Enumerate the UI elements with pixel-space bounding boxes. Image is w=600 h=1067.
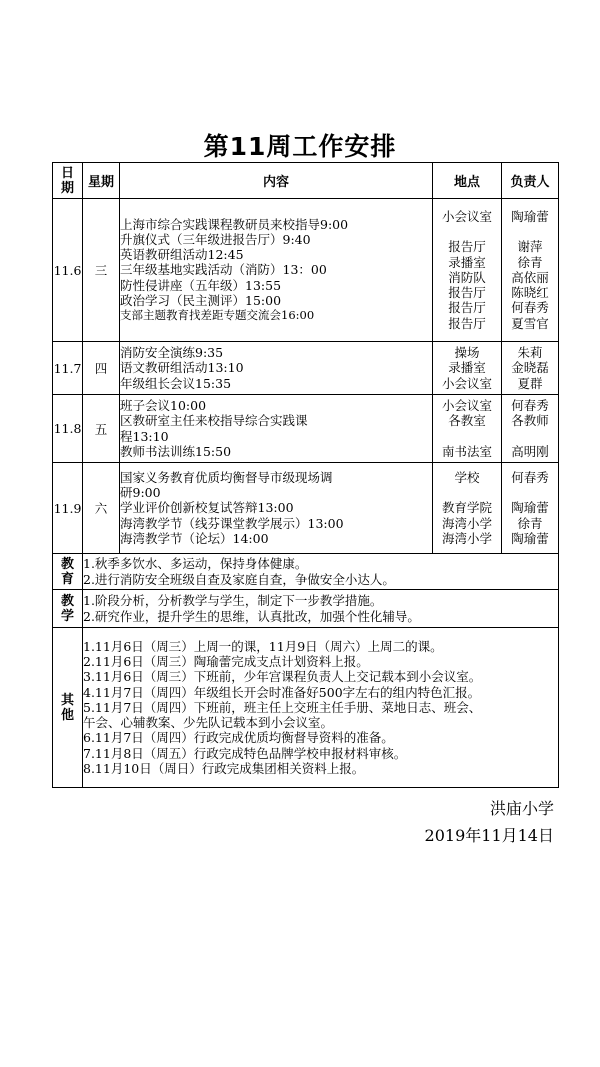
day-content <box>120 463 433 554</box>
other-line: 3.11月6日（周三）下班前，少年宫课程负责人上交记载本到小会议室。 <box>83 669 482 685</box>
place-line: 报告厅 <box>448 300 486 316</box>
place-line: 海湾小学 <box>441 530 492 546</box>
other-line: 8.11月10日（周日）行政完成集团相关资料上报。 <box>83 760 365 776</box>
person-line: 陈晓红 <box>511 285 549 301</box>
day-row-11-8 <box>53 395 559 463</box>
school-name: 洪庙小学 <box>489 799 554 818</box>
day-place <box>433 342 502 395</box>
content-line: 程13:10 <box>120 428 169 444</box>
place-line: 南书法室 <box>441 443 492 459</box>
person-line: 谢萍 <box>517 239 543 255</box>
day-content <box>120 199 433 342</box>
other-line: 午会、心辅教案、少先队记载本到小会议室。 <box>83 715 334 731</box>
day-date: 11.7 <box>53 342 83 395</box>
header-date: 日期 <box>53 163 83 199</box>
place-line: 教育学院 <box>441 500 492 516</box>
place-line: 操场 <box>454 345 480 361</box>
person-line: 何春秀 <box>511 398 549 414</box>
teaching-line: 1.阶段分析，分析教学与学生，制定下一步教学措施。 <box>83 593 383 609</box>
person-line: 金晓磊 <box>511 360 549 376</box>
other-line: 6.11月7日（周四）行政完成优质均衡督导资料的准备。 <box>83 730 394 746</box>
day-place <box>433 395 502 463</box>
day-place <box>433 463 502 554</box>
header-content: 内容 <box>120 163 433 199</box>
education-line: 2.进行消防安全班级自查及家庭自查，争做安全小达人。 <box>83 571 395 587</box>
place-line: 报告厅 <box>448 239 486 255</box>
content-line: 上海市综合实践课程教研员来校指导9:00 <box>120 216 349 232</box>
content-line: 三年级基地实践活动（消防）13：00 <box>120 262 327 278</box>
person-line: 各教师 <box>511 413 549 429</box>
teaching-line: 2.研究作业，提升学生的思维，认真批改，加强个性化辅导。 <box>83 608 420 624</box>
place-line: 小会议室 <box>441 209 492 225</box>
other-content <box>83 628 559 788</box>
place-line: 各教室 <box>448 413 486 429</box>
person-line: 徐青 <box>517 515 543 531</box>
day-person <box>502 395 559 463</box>
content-line: 升旗仪式（三年级进报告厅）9:40 <box>120 231 311 247</box>
place-line: 小会议室 <box>441 375 492 391</box>
person-line: 朱莉 <box>517 345 543 361</box>
header-person: 负责人 <box>502 163 559 199</box>
teaching-row <box>53 590 559 628</box>
person-line: 陶瑜蕾 <box>511 530 549 546</box>
person-line: 何春秀 <box>511 300 549 316</box>
content-line: 政治学习（民主测评）15:00 <box>120 292 282 308</box>
content-line: 支部主题教育找差距专题交流会16:00 <box>120 308 315 322</box>
education-label: 教 育 <box>53 554 83 590</box>
place-line: 海湾小学 <box>441 515 492 531</box>
place-line: 录播室 <box>448 254 486 270</box>
day-row-11-6 <box>53 199 559 342</box>
content-line: 班子会议10:00 <box>120 398 207 414</box>
content-line: 学业评价创新校复试答辩13:00 <box>120 500 294 516</box>
place-line: 消防队 <box>448 269 486 285</box>
day-content <box>120 395 433 463</box>
day-row-11-9 <box>53 463 559 554</box>
other-line: 7.11月8日（周五）行政完成特色品牌学校申报材料审核。 <box>83 745 407 761</box>
other-line: 1.11月6日（周三）上周一的课，11月9日（周六）上周二的课。 <box>83 639 443 655</box>
person-line: 陶瑜蕾 <box>511 500 549 516</box>
content-line: 海湾教学节（论坛）14:00 <box>120 530 269 546</box>
issue-date: 2019年11月14日 <box>424 826 554 845</box>
education-content <box>83 554 559 590</box>
person-line: 高依丽 <box>511 269 549 285</box>
day-date: 11.8 <box>53 395 83 463</box>
page-title: 第11周工作安排 <box>203 132 397 161</box>
place-line: 报告厅 <box>448 315 486 331</box>
person-line: 高明刚 <box>511 443 549 459</box>
day-content <box>120 342 433 395</box>
other-label: 其 他 <box>53 628 83 788</box>
other-row <box>53 628 559 788</box>
education-row <box>53 554 559 590</box>
teaching-content <box>83 590 559 628</box>
header-place: 地点 <box>433 163 502 199</box>
person-line: 夏群 <box>517 375 543 391</box>
content-line: 防性侵讲座（五年级）13:55 <box>120 277 282 293</box>
place-line: 报告厅 <box>448 285 486 301</box>
day-weekday: 六 <box>83 463 120 554</box>
day-person <box>502 463 559 554</box>
day-weekday: 三 <box>83 199 120 342</box>
content-line: 英语教研组活动12:45 <box>120 247 244 263</box>
place-line: 小会议室 <box>441 398 492 414</box>
other-line: 5.11月7日（周四）下班前，班主任上交班主任手册、菜地日志、班会、 <box>83 699 482 715</box>
place-line: 学校 <box>454 470 480 486</box>
content-line: 区教研室主任来校指导综合实践课 <box>120 413 308 429</box>
content-line: 海湾教学节（线芬课堂教学展示）13:00 <box>120 515 344 531</box>
place-line: 录播室 <box>448 360 486 376</box>
content-line: 研9:00 <box>120 485 161 501</box>
day-weekday: 五 <box>83 395 120 463</box>
day-row-11-7 <box>53 342 559 395</box>
content-line: 语文教研组活动13:10 <box>120 360 244 376</box>
day-weekday: 四 <box>83 342 120 395</box>
education-line: 1.秋季多饮水、多运动，保持身体健康。 <box>83 556 308 572</box>
schedule-table <box>52 162 559 788</box>
person-line: 徐青 <box>517 254 543 270</box>
content-line: 国家义务教育优质均衡督导市级现场调 <box>120 469 333 485</box>
day-person <box>502 342 559 395</box>
day-place <box>433 199 502 342</box>
content-line: 消防安全演练9:35 <box>120 345 224 361</box>
person-line: 何春秀 <box>511 470 549 486</box>
day-date: 11.6 <box>53 199 83 342</box>
person-line: 夏雪官 <box>511 315 549 331</box>
person-line: 陶瑜蕾 <box>511 209 549 225</box>
header-day: 星期 <box>83 163 120 199</box>
other-line: 2.11月6日（周三）陶瑜蕾完成支点计划资料上报。 <box>83 654 369 670</box>
header-row <box>53 163 559 199</box>
other-line: 4.11月7日（周四）年级组长开会时准备好500字左右的组内特色汇报。 <box>83 684 481 700</box>
day-date: 11.9 <box>53 463 83 554</box>
teaching-label: 教 学 <box>53 590 83 628</box>
content-line: 年级组长会议15:35 <box>120 375 232 391</box>
day-person <box>502 199 559 342</box>
content-line: 教师书法训练15:50 <box>120 443 232 459</box>
